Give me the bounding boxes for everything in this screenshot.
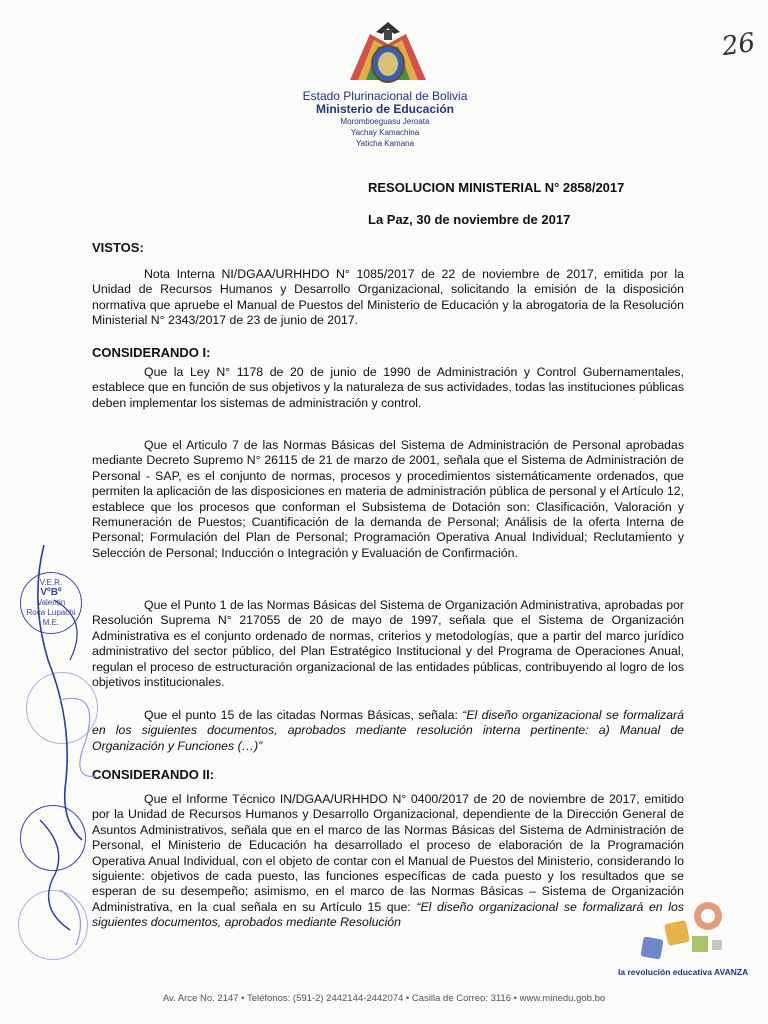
approval-stamp-name-2: Roca Lupachi: [26, 608, 76, 617]
paragraph-informe-quote: “El diseño organizacional se formalizará en los siguientes documentos, aprobados mediante Resolución: [92, 899, 684, 930]
resolution-title: RESOLUCION MINISTERIAL N° 2858/2017: [368, 180, 625, 195]
ministry-name-quechua: Yachay Kamachina: [350, 128, 420, 137]
bolivia-coat-of-arms-icon: [340, 20, 436, 90]
section-considerando-2: CONSIDERANDO II:: [92, 767, 215, 782]
paragraph-punto-1: Que el Punto 1 de las Normas Básicas del Sistema de Organización Administrativa, aprobadas por Resolución Suprema N° 217055 de 20 de mayo de 1997, señala que el Sistema de Organización Administrativa es el conjunto ordenado de normas, criterios y metodologías, que a partir del marco jurídico administrativo del sector público, del Plan Estratégico Institucional y del Programa de Operaciones Anual, regulan el proceso de estructuración organizacional de las entidades públicas, contribuyendo al logro de los objetivos institucionales.: [92, 598, 684, 690]
handwritten-page-number: 26: [720, 27, 758, 63]
faded-seal-stamp: [26, 672, 98, 744]
resolution-date: La Paz, 30 de noviembre de 2017: [368, 212, 571, 227]
paragraph-informe-lead: Que el Informe Técnico IN/DGAA/URHHDO N° 0400/2017 de 20 de noviembre de 2017, emitido por la Unidad de Recursos Humanos y Desarrollo Organizacional, dependiente de la Dirección General de Asuntos Administrativos, señala que en el marco de las Normas Básicas del Sistema de Administración de Personal, el Ministerio de Educación ha desarrollado el proceso de elaboración de la Programación Operativa Anual Individual, con el objeto de contar con el Manual de Puestos del Ministerio, considerando lo siguiente: objetivos de cada puesto, las funciones específicas de cada puesto y los resultados que se esperan de su desempeño; asimismo, en el marco de las Normas Básicas – Sistema de Organización Administrativa, en la cual señala en su Artículo 15 que:: [92, 792, 684, 914]
page-footer: Av. Arce No. 2147 • Teléfonos: (591-2) 2442144-2442074 • Casilla de Correo: 3116 • www.minedu.gob.bo: [162, 993, 606, 1004]
paragraph-articulo-7: Que el Articulo 7 de las Normas Básicas del Sistema de Administración de Personal aprobadas mediante Decreto Supremo N° 26115 de 21 de marzo de 2001, señala que el Sistema de Administración de Personal - SAP, es el conjunto de normas, procesos y procedimientos sistemáticamente ordenados, que permiten la aplicación de las disposiciones en materia de administración pública de personal y el Artículo 12, establece que los procesos que conforman el Subsistema de Dotación son: Clasificación, Valoración y Remuneración de Puestos; Cuantificación de la demanda de Personal; Análisis de la oferta Interna de Personal; Formulación del Plan de Personal; Programación Operativa Anual Individual; Reclutamiento y Selección de Personal; Inducción o Integración y Evaluación de Confirmación.: [92, 438, 684, 560]
section-vistos: VISTOS:: [92, 240, 144, 255]
paragraph-punto-15-quote: “El diseño organizacional se formalizará en los siguientes documentos, aprobados mediante resolución interna pertinente: a) Manual de Organización y Funciones (…)”: [92, 708, 684, 753]
legal-seal-stamp: [20, 805, 86, 871]
bottom-seal-stamp: [18, 890, 88, 960]
paragraph-punto-15: [92, 708, 684, 754]
state-name: Estado Plurinacional de Bolivia: [302, 89, 468, 103]
paragraph-punto-15-lead: Que el punto 15 de las citadas Normas Básicas, señala:: [144, 708, 463, 722]
avanza-caption: la revolución educativa AVANZA: [618, 967, 749, 977]
ministry-header: [270, 90, 500, 149]
ministry-name-aymara: Yaticha Kamana: [355, 139, 415, 148]
section-considerando-1: CONSIDERANDO I:: [92, 345, 211, 360]
ministry-name: Ministerio de Educación: [315, 102, 455, 116]
approval-stamp-name: Valentin: [36, 598, 66, 607]
ministry-name-guarani: Moromboeguasu Jeroata: [340, 117, 430, 126]
approval-stamp: [20, 572, 82, 634]
approval-stamp-top: V.E.R.: [39, 578, 63, 587]
paragraph-vistos: Nota Interna NI/DGAA/URHHDO N° 1085/2017 de 22 de noviembre de 2017, emitida por la Unidad de Recursos Humanos y Desarrollo Organizacional, solicitando la emisión de la disposición normativa que apruebe el Manual de Puestos del Ministerio de Educación y la abrogatoria de la Resolución Ministerial N° 2343/2017 de 23 de junio de 2017.: [92, 267, 684, 328]
avanza-campaign-logo: [636, 900, 732, 966]
paragraph-ley-1178: Que la Ley N° 1178 de 20 de junio de 1990 de Administración y Control Gubernamentales, establece que en función de sus objetivos y la naturaleza de sus actividades, todas las instituciones públicas deben implementar los sistemas de administración y control.: [92, 365, 684, 410]
approval-stamp-vobo: VºBº: [40, 587, 62, 598]
paragraph-informe-tecnico: [92, 792, 684, 931]
approval-stamp-bottom: M.E.: [42, 618, 60, 627]
